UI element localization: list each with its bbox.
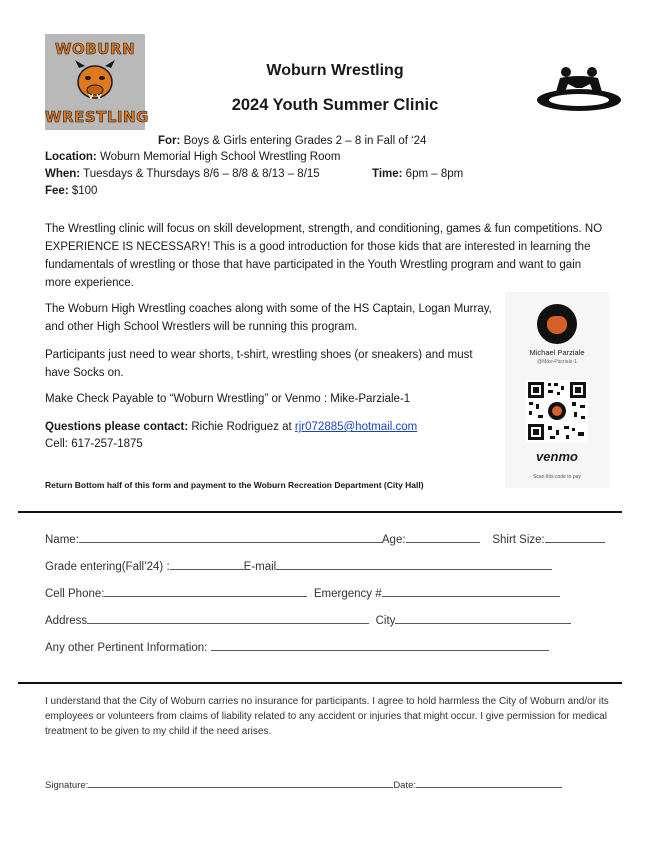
contact-cell: Cell: 617-257-1875 [45,438,143,450]
address-field[interactable] [87,611,369,624]
form-row-name [45,530,605,546]
description-paragraph: The Wrestling clinic will focus on skill development, strength, and conditioning, games & fun competitions. NO EXPERIENCE IS NECESSARY! This is a good introduction for those kids that are interested in learning the fundamentals of wrestling or those that have participated in the Youth Wrestling program and want to gain more experience. [45,223,603,289]
logo-text-bottom: WRESTLING [45,108,149,126]
cell-phone-label: Cell Phone: [45,588,105,600]
location-label: Location: [45,151,97,163]
venmo-qr-code-icon[interactable] [526,380,588,442]
contact-name: Richie Rodriguez at [191,421,292,433]
age-field[interactable] [406,530,480,543]
signature-row [45,777,562,791]
contact-line [45,419,417,435]
form-row-other [45,638,549,654]
age-label: Age: [381,534,406,546]
form-row-address [45,611,571,627]
clinic-org-title: Woburn Wrestling [266,62,404,79]
other-info-label: Any other Pertinent Information: [45,642,208,654]
payment-paragraph: Make Check Payable to “Woburn Wrestling” or Venmo : Mike-Parziale-1 [45,393,411,405]
address-label: Address [45,615,88,627]
clinic-title: 2024 Youth Summer Clinic [231,96,439,114]
location-line [45,149,340,165]
form-row-grade [45,557,552,573]
venmo-brand: venmo [536,449,578,464]
name-field[interactable] [79,530,382,543]
form-row-phone [45,584,560,600]
when-line [45,166,320,182]
wrestlers-icon [536,64,622,114]
venmo-name: Michael Parziale [529,348,585,357]
cell-phone-field[interactable] [104,584,307,597]
shirt-size-field[interactable] [545,530,605,543]
for-line [158,133,426,149]
city-field[interactable] [395,611,571,624]
for-label: For: [158,135,181,147]
other-info-field[interactable] [211,638,549,651]
waiver-text: I understand that the City of Woburn carries no insurance for participants. I agree to hold harmless the City of Woburn and/or its employees or volunteers from claims of liability related to any accident or injuries that might occur. I give permission for medical treatment to be given to my child if the need arises. [45,696,609,737]
venmo-avatar [537,304,577,344]
email-field[interactable] [276,557,552,570]
time-line [372,166,463,182]
grade-label: Grade entering(Fall’24) : [45,561,170,573]
city-label: City [375,615,396,627]
bulldog-mascot-icon [73,58,117,106]
name-label: Name: [45,534,79,546]
contact-email-link[interactable]: rjr072885@hotmail.com [294,421,418,433]
return-note: Return Bottom half of this form and payment to the Woburn Recreation Department (City Hall) [45,480,424,490]
logo-text-top: WOBURN [54,40,135,58]
time-value: 6pm – 8pm [405,168,464,180]
emergency-label: Emergency # [313,588,382,600]
email-label: E-mail [243,561,277,573]
date-field[interactable] [416,777,562,788]
shirt-size-label: Shirt Size: [492,534,545,546]
form-divider-top [18,511,622,513]
time-label: Time: [372,168,403,180]
when-label: When: [45,168,81,180]
date-label: Date: [393,780,417,791]
signature-field[interactable] [88,777,393,788]
fee-value: $100 [71,185,98,197]
when-value: Tuesdays & Thursdays 8/6 – 8/8 & 8/13 – 8/15 [83,168,320,180]
contact-label: Questions please contact: [45,421,189,433]
grade-field[interactable] [170,557,244,570]
location-value: Woburn Memorial High School Wrestling Room [99,151,341,163]
emergency-field[interactable] [382,584,560,597]
woburn-wrestling-logo [45,34,149,130]
venmo-card [505,292,609,488]
venmo-scan-note: Scan this code to pay [533,474,581,480]
fee-label: Fee: [45,185,69,197]
for-value: Boys & Girls entering Grades 2 – 8 in Fall of ‘24 [183,135,427,147]
venmo-handle: @Mike-Parziale-1 [537,359,577,365]
fee-line [45,183,97,199]
attire-paragraph: Participants just need to wear shorts, t-shirt, wrestling shoes (or sneakers) and must have Socks on. [45,349,473,379]
form-divider-bottom [18,682,622,684]
coaches-paragraph: The Woburn High Wrestling coaches along with some of the HS Captain, Logan Murray, and other High School Wrestlers will be running this program. [45,303,492,333]
signature-label: Signature: [45,780,89,791]
